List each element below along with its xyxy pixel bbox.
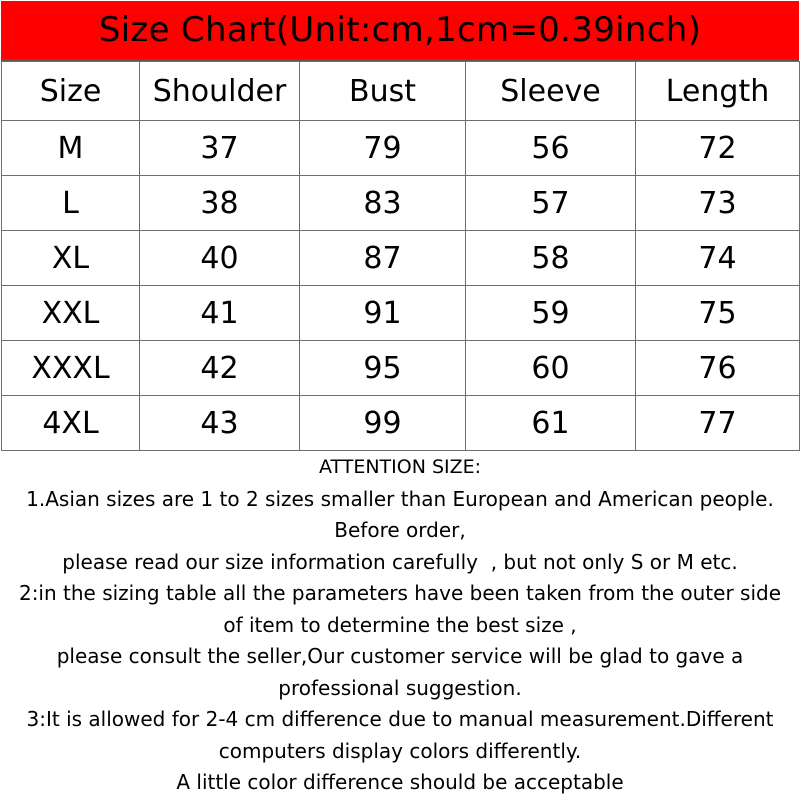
table-row [2, 231, 800, 286]
size-cell: L [2, 176, 140, 231]
table-header-row [2, 62, 800, 121]
title-banner [1, 1, 799, 61]
shoulder-cell: 41 [140, 286, 300, 341]
notes-line: please read our size information carefully , but not only S or M etc. [62, 549, 738, 574]
notes-line: 2:in the sizing table all the parameters have been taken from the outer side [18, 581, 782, 605]
notes-line: 3:It is allowed for 2-4 cm difference due to manual measurement.Different [26, 707, 774, 731]
notes-line: 1.Asian sizes are 1 to 2 sizes smaller than European and American people. [26, 486, 774, 511]
bust-cell: 87 [300, 231, 466, 286]
size-cell: 4XL [2, 396, 140, 451]
size-cell: XXXL [2, 341, 140, 396]
shoulder-cell: 43 [140, 396, 300, 451]
column-header-shoulder: Shoulder [140, 62, 300, 121]
column-header-bust: Bust [300, 62, 466, 121]
shoulder-cell: 40 [140, 231, 300, 286]
bust-cell: 83 [300, 176, 466, 231]
notes-line: please consult the seller,Our customer service will be glad to gave a [56, 644, 744, 668]
sleeve-cell: 61 [466, 396, 636, 451]
column-header-sleeve: Sleeve [466, 62, 636, 121]
length-cell: 72 [636, 121, 800, 176]
sleeve-cell: 57 [466, 176, 636, 231]
sleeve-cell: 59 [466, 286, 636, 341]
size-table [1, 61, 800, 451]
attention-notes [0, 452, 800, 799]
sleeve-cell: 60 [466, 341, 636, 396]
size-cell: M [2, 121, 140, 176]
sleeve-cell: 58 [466, 231, 636, 286]
table-row [2, 121, 800, 176]
notes-line: A little color difference should be acceptable [176, 770, 624, 794]
shoulder-cell: 42 [140, 341, 300, 396]
page-title: Size Chart(Unit:cm,1cm=0.39inch) [98, 10, 702, 50]
column-header-length: Length [636, 62, 800, 121]
table-row [2, 396, 800, 451]
notes-line: computers display colors differently. [218, 738, 582, 763]
length-cell: 74 [636, 231, 800, 286]
notes-line: of item to determine the best size , [223, 612, 577, 637]
bust-cell: 95 [300, 341, 466, 396]
column-header-size: Size [2, 62, 140, 121]
table-row [2, 286, 800, 341]
length-cell: 77 [636, 396, 800, 451]
shoulder-cell: 37 [140, 121, 300, 176]
length-cell: 75 [636, 286, 800, 341]
notes-line: professional suggestion. [278, 675, 522, 700]
size-cell: XXL [2, 286, 140, 341]
bust-cell: 99 [300, 396, 466, 451]
sleeve-cell: 56 [466, 121, 636, 176]
length-cell: 73 [636, 176, 800, 231]
bust-cell: 91 [300, 286, 466, 341]
size-cell: XL [2, 231, 140, 286]
notes-heading: ATTENTION SIZE: [318, 456, 482, 478]
table-row [2, 341, 800, 396]
table-row [2, 176, 800, 231]
length-cell: 76 [636, 341, 800, 396]
bust-cell: 79 [300, 121, 466, 176]
shoulder-cell: 38 [140, 176, 300, 231]
notes-line: Before order, [334, 518, 466, 542]
